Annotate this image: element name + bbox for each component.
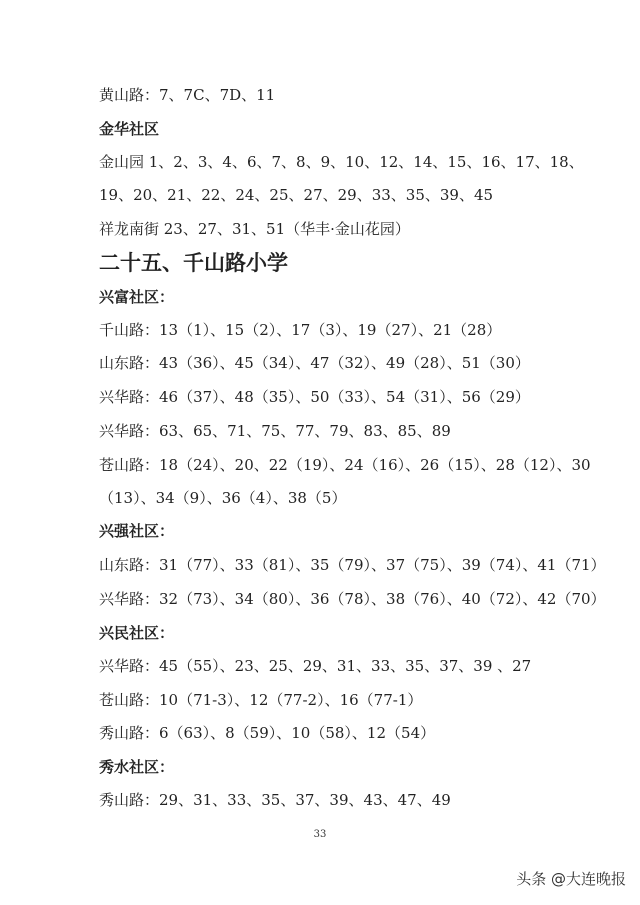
street-line-cangshan-2: 苍山路：10（71-3）、12（77-2）、16（77-1） bbox=[99, 691, 423, 709]
street-line-xiushan-1: 秀山路：6（63）、8（59）、10（58）、12（54） bbox=[99, 724, 436, 742]
community-heading-xingfu: 兴富社区： bbox=[99, 288, 175, 306]
section-title-qianshan-school: 二十五、千山路小学 bbox=[99, 251, 288, 275]
page-number: 33 bbox=[313, 829, 327, 840]
street-line-jinshanyuan-cont: 19、20、21、22、24、25、27、29、33、35、39、45 bbox=[99, 186, 494, 204]
street-line-cangshan-1: 苍山路：18（24）、20、22（19）、24（16）、26（15）、28（12）、30 bbox=[99, 456, 591, 474]
street-line-jinshanyuan: 金山园 1、2、3、4、6、7、8、9、10、12、14、15、16、17、18、 bbox=[99, 153, 584, 171]
street-line-qianshan: 千山路：13（1）、15（2）、17（3）、19（27）、21（28） bbox=[99, 321, 502, 339]
community-heading-xingqiang: 兴强社区： bbox=[99, 522, 175, 540]
community-heading-xingmin: 兴民社区： bbox=[99, 624, 175, 642]
street-line-shandong-2: 山东路：31（77）、33（81）、35（79）、37（75）、39（74）、41（71） bbox=[99, 556, 606, 574]
street-line-shandong-1: 山东路：43（36）、45（34）、47（32）、49（28）、51（30） bbox=[99, 354, 530, 372]
street-line-xinghua-2: 兴华路：63、65、71、75、77、79、83、85、89 bbox=[99, 422, 451, 440]
street-line-xinghua-3: 兴华路：32（73）、34（80）、36（78）、38（76）、40（72）、42（70） bbox=[99, 590, 606, 608]
street-line-xinghua-1: 兴华路：46（37）、48（35）、50（33）、54（31）、56（29） bbox=[99, 388, 530, 406]
street-line-xinghua-4: 兴华路：45（55）、23、25、29、31、33、35、37、39 、27 bbox=[99, 657, 532, 675]
street-line-huangshan: 黄山路：7、7C、7D、11 bbox=[99, 86, 276, 104]
source-watermark: 头条 @大连晚报 bbox=[516, 870, 626, 888]
community-heading-jinhua: 金华社区 bbox=[99, 120, 160, 138]
street-line-xiushan-2: 秀山路：29、31、33、35、37、39、43、47、49 bbox=[99, 791, 451, 809]
street-line-cangshan-1-cont: （13）、34（9）、36（4）、38（5） bbox=[99, 489, 347, 507]
street-line-xianglong: 祥龙南街 23、27、31、51（华丰·金山花园） bbox=[99, 220, 410, 238]
community-heading-xiushui: 秀水社区： bbox=[99, 758, 175, 776]
